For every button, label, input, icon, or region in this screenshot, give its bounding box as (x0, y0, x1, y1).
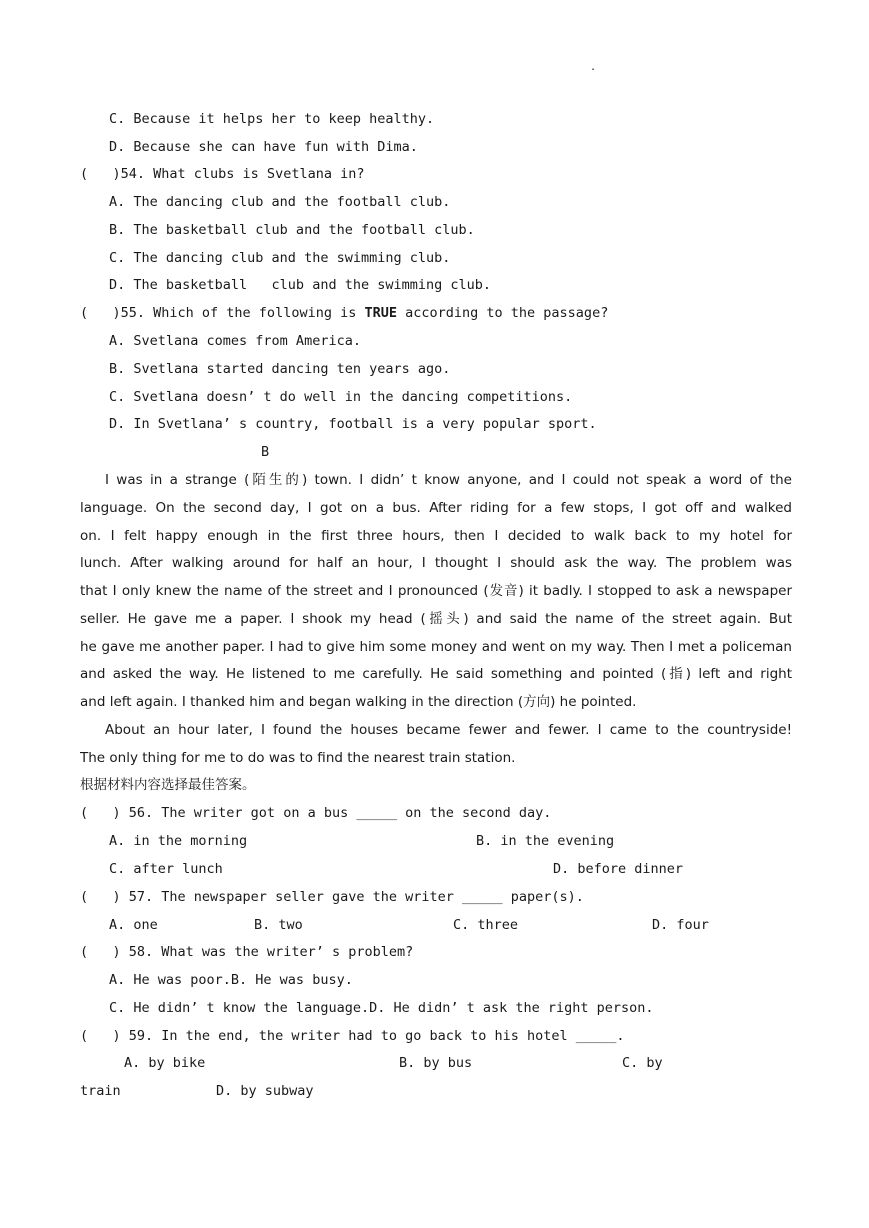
q59-option-b: B. by bus (399, 1055, 473, 1071)
passage-line: he gave me another paper. I had to give him some money and went on my way. Then I met a policeman (80, 639, 792, 655)
q56-option-d: D. before dinner (553, 861, 684, 877)
passage-line: language. On the second day, I got on a bus. After riding for a few stops, I got off and walked (80, 500, 792, 516)
q58-options-cd: C. He didn’ t know the language.D. He didn’ t ask the right person. (109, 1000, 654, 1016)
q57-option-d: D. four (652, 917, 709, 933)
q55-option-c: C. Svetlana doesn’ t do well in the dancing competitions. (109, 389, 573, 405)
q57-stem: ( ) 57. The newspaper seller gave the writer _____ paper(s). (80, 889, 584, 905)
q59-option-a: A. by bike (124, 1055, 206, 1071)
q54-option-d: D. The basketball club and the swimming club. (109, 277, 492, 293)
q55-stem (80, 304, 608, 322)
q59-option-d: D. by subway (216, 1083, 314, 1099)
passage-line: The only thing for me to do was to find the nearest train station. (80, 750, 516, 766)
passage-line: on. I felt happy enough in the first three hours, then I decided to walk back to my hotel for (80, 528, 792, 544)
q55-stem-emphasis: TRUE (364, 305, 397, 321)
passage-line: seller. He gave me a paper. I shook my head (摇头) and said the name of the street again. But (80, 611, 792, 627)
q55-option-b: B. Svetlana started dancing ten years ago. (109, 361, 451, 377)
q58-options-ab: A. He was poor.B. He was busy. (109, 972, 353, 988)
q59-stem: ( ) 59. In the end, the writer had to go back to his hotel _____. (80, 1028, 625, 1044)
q53-option-c: C. Because it helps her to keep healthy. (109, 111, 435, 127)
q57-option-a: A. one (109, 917, 158, 933)
passage-line: and left again. I thanked him and began walking in the direction (方向) he pointed. (80, 694, 637, 710)
q53-option-d: D. Because she can have fun with Dima. (109, 139, 418, 155)
q55-option-a: A. Svetlana comes from America. (109, 333, 361, 349)
passage-line: lunch. After walking around for half an hour, I thought I should ask the way. The problem was (80, 555, 792, 571)
passage-line: and asked the way. He listened to me carefully. He said something and pointed (指) left and right (80, 666, 792, 682)
header-dot: . (590, 62, 597, 73)
q55-stem-pre: ( )55. Which of the following is (80, 305, 365, 321)
q56-option-a: A. in the morning (109, 833, 248, 849)
q56-option-b: B. in the evening (476, 833, 615, 849)
passage-line: About an hour later, I found the houses became fewer and fewer. I came to the countryside! (105, 722, 792, 738)
q54-option-b: B. The basketball club and the football club. (109, 222, 475, 238)
q54-stem: ( )54. What clubs is Svetlana in? (80, 166, 365, 182)
q58-stem: ( ) 58. What was the writer’ s problem? (80, 944, 414, 960)
q59-option-c: C. by (622, 1055, 663, 1071)
q54-option-c: C. The dancing club and the swimming club. (109, 250, 451, 266)
passage-line: that I only knew the name of the street and I pronounced (发音) it badly. I stopped to ask a newspaper (80, 583, 792, 599)
q57-option-b: B. two (254, 917, 303, 933)
q59-option-c-wrap: train (80, 1083, 121, 1099)
section-b-heading: B (261, 444, 270, 460)
q57-option-c: C. three (453, 917, 519, 933)
q54-option-a: A. The dancing club and the football club. (109, 194, 451, 210)
instruction: 根据材料内容选择最佳答案。 (80, 777, 256, 793)
q56-option-c: C. after lunch (109, 861, 223, 877)
q55-stem-post: according to the passage? (397, 305, 609, 321)
q55-option-d: D. In Svetlana’ s country, football is a very popular sport. (109, 416, 597, 432)
q56-stem: ( ) 56. The writer got on a bus _____ on the second day. (80, 805, 552, 821)
passage-line: I was in a strange (陌生的) town. I didn’ t know anyone, and I could not speak a word of the (105, 472, 792, 488)
